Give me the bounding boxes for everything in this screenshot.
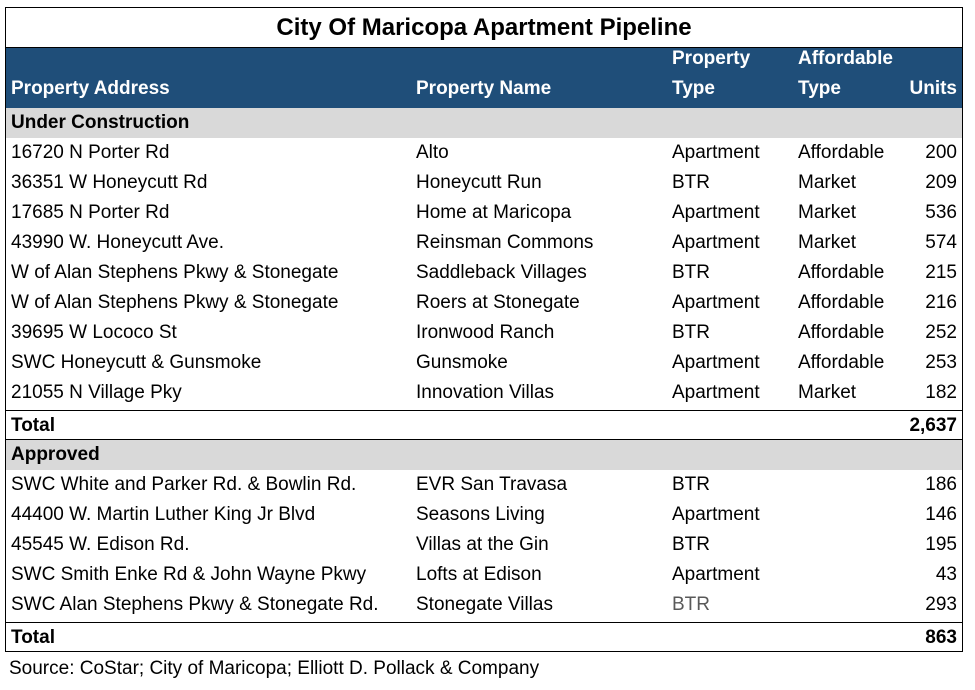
cell-affordable: Market [798,172,857,193]
cell-name: Seasons Living [416,504,545,525]
cell-units: 574 [925,232,957,253]
cell-units: 209 [925,172,957,193]
cell-units: 200 [925,142,957,163]
section-label: Approved [11,444,100,465]
cell-name: Innovation Villas [416,382,555,403]
cell-address: 17685 N Porter Rd [11,202,170,223]
cell-type: BTR [672,474,710,495]
header-affordable [798,44,893,104]
cell-type: BTR [672,534,710,555]
cell-units: 195 [925,534,957,555]
cell-address: 43990 W. Honeycutt Ave. [11,232,225,253]
cell-address: 44400 W. Martin Luther King Jr Blvd [11,504,316,525]
cell-name: Gunsmoke [416,352,508,373]
pipeline-table [5,7,963,652]
table-row [6,560,962,590]
cell-affordable: Affordable [798,322,885,343]
cell-type: Apartment [672,564,760,585]
cell-type: Apartment [672,504,760,525]
cell-affordable: Market [798,202,857,223]
cell-type: Apartment [672,292,760,313]
table-title: City Of Maricopa Apartment Pipeline [6,8,962,48]
total-row-approved [6,622,962,652]
cell-affordable: Market [798,382,857,403]
table-row [6,500,962,530]
table-row [6,590,962,620]
cell-units: 186 [925,474,957,495]
cell-affordable: Affordable [798,142,885,163]
section-approved [6,440,962,470]
cell-type: Apartment [672,142,760,163]
table-row [6,318,962,348]
cell-type: BTR [672,594,710,615]
cell-name: Lofts at Edison [416,564,542,585]
cell-units: 293 [925,594,957,615]
header-type [672,44,750,104]
cell-address: SWC Alan Stephens Pkwy & Stonegate Rd. [11,594,379,615]
cell-affordable: Affordable [798,292,885,313]
table-row [6,138,962,168]
cell-name: Saddleback Villages [416,262,587,283]
cell-type: BTR [672,262,710,283]
table-row [6,168,962,198]
cell-address: 21055 N Village Pky [11,382,182,403]
table-row [6,288,962,318]
table-header [6,48,962,108]
cell-address: W of Alan Stephens Pkwy & Stonegate [11,262,339,283]
header-address: Property Address [11,78,170,99]
cell-type: Apartment [672,232,760,253]
cell-units: 215 [925,262,957,283]
table-row [6,228,962,258]
cell-address: SWC White and Parker Rd. & Bowlin Rd. [11,474,357,495]
cell-units: 253 [925,352,957,373]
total-label: Total [11,627,55,648]
cell-type: BTR [672,172,710,193]
cell-affordable: Affordable [798,262,885,283]
cell-address: SWC Smith Enke Rd & John Wayne Pkwy [11,564,367,585]
cell-units: 182 [925,382,957,403]
total-units: 863 [925,627,957,648]
header-type-line2: Type [672,78,715,99]
header-units: Units [909,78,957,99]
cell-name: Alto [416,142,449,163]
cell-name: Villas at the Gin [416,534,549,555]
cell-address: 45545 W. Edison Rd. [11,534,190,555]
header-affordable-line1: Affordable [798,48,893,69]
cell-address: 36351 W Honeycutt Rd [11,172,208,193]
table-row [6,348,962,378]
cell-type: Apartment [672,352,760,373]
cell-affordable: Market [798,232,857,253]
cell-address: 16720 N Porter Rd [11,142,170,163]
header-type-line1: Property [672,48,751,69]
cell-units: 146 [925,504,957,525]
table-row [6,378,962,408]
table-row [6,258,962,288]
cell-name: Honeycutt Run [416,172,542,193]
cell-name: Home at Maricopa [416,202,572,223]
cell-name: Ironwood Ranch [416,322,555,343]
cell-affordable: Affordable [798,352,885,373]
section-under-construction [6,108,962,138]
cell-address: SWC Honeycutt & Gunsmoke [11,352,262,373]
cell-units: 252 [925,322,957,343]
cell-type: Apartment [672,202,760,223]
cell-address: 39695 W Lococo St [11,322,177,343]
cell-units: 43 [935,564,957,585]
header-name: Property Name [416,78,552,99]
total-row-under-construction [6,410,962,440]
cell-name: EVR San Travasa [416,474,568,495]
cell-address: W of Alan Stephens Pkwy & Stonegate [11,292,339,313]
cell-type: BTR [672,322,710,343]
cell-name: Stonegate Villas [416,594,553,615]
cell-name: Reinsman Commons [416,232,594,253]
section-label: Under Construction [11,112,190,133]
header-affordable-line2: Type [798,78,841,99]
total-label: Total [11,415,55,436]
source-note: Source: CoStar; City of Maricopa; Elliott D. Pollack & Company [9,658,540,679]
cell-name: Roers at Stonegate [416,292,580,313]
table-row [6,470,962,500]
total-units: 2,637 [909,415,957,436]
table-row [6,530,962,560]
table-row [6,198,962,228]
cell-units: 536 [925,202,957,223]
cell-units: 216 [925,292,957,313]
cell-type: Apartment [672,382,760,403]
